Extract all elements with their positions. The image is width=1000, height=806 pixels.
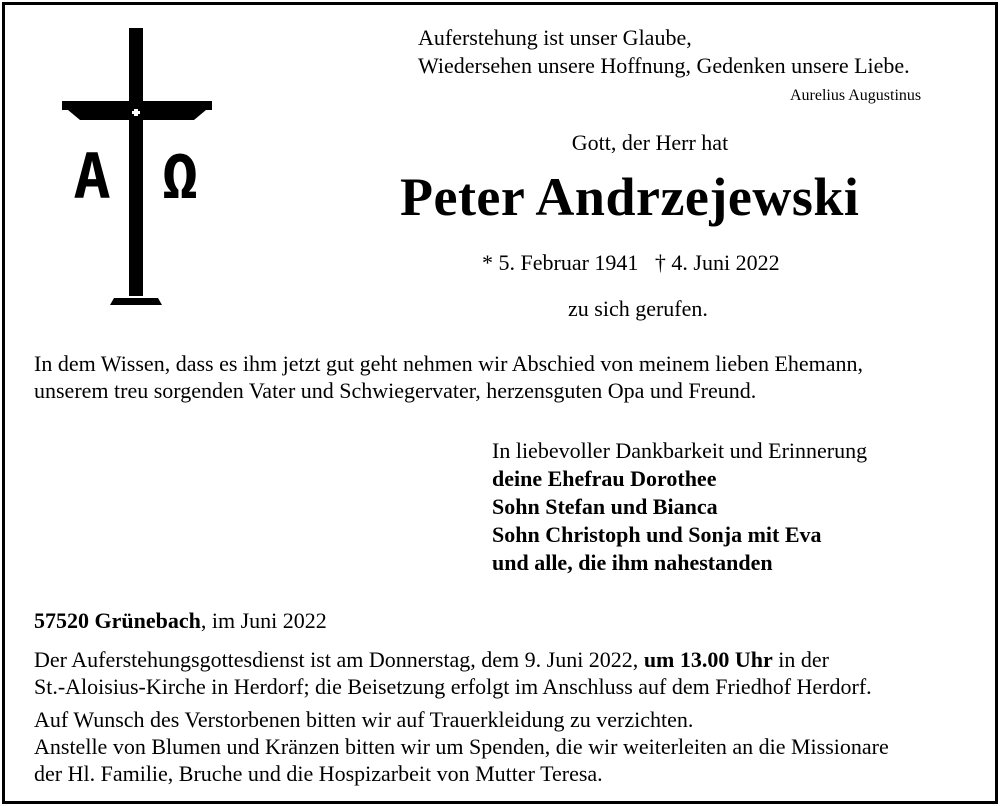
service-time: um 13.00 Uhr — [643, 647, 773, 672]
place-town: 57520 Grünebach — [34, 608, 201, 633]
called-text: zu sich gerufen. — [568, 296, 708, 321]
service-line-1-end: in der — [772, 647, 829, 672]
service-line-2: St.-Aloisius-Kirche in Herdorf; die Beisetzung erfolgt im Anschluss auf dem Friedhof Herdorf. — [34, 674, 872, 699]
quote — [418, 24, 910, 80]
service-line-1 — [34, 646, 872, 673]
family-member: und alle, die ihm nahestanden — [492, 550, 773, 575]
omega-letter: Ω — [161, 140, 199, 213]
wishes-paragraph — [34, 706, 889, 787]
family-member: Sohn Christoph und Sonja mit Eva — [492, 522, 822, 547]
wishes-line-2: Anstelle von Blumen und Kränzen bitten wir um Spenden, die wir weiterleiten an die Missionare — [34, 734, 889, 759]
intro-text: Gott, der Herr hat — [571, 130, 729, 155]
family-block — [492, 437, 867, 577]
deceased-name: Peter Andrzejewski — [400, 167, 860, 227]
service-line-1-start: Der Auferstehungsgottesdienst ist am Donnerstag, dem 9. Juni 2022, — [34, 647, 644, 672]
place-date — [34, 608, 327, 634]
life-dates: * 5. Februar 1941 † 4. Juni 2022 — [482, 250, 780, 275]
family-intro: In liebevoller Dankbarkeit und Erinnerung — [492, 438, 868, 463]
service-paragraph — [34, 646, 872, 700]
place-month: , im Juni 2022 — [200, 608, 327, 633]
quote-line-1: Auferstehung ist unser Glaube, — [418, 25, 692, 50]
quote-author: Aurelius Augustinus — [790, 87, 922, 104]
family-member: Sohn Stefan und Bianca — [492, 494, 718, 519]
wishes-line-3: der Hl. Familie, Bruche und die Hospizarbeit von Mutter Teresa. — [34, 761, 603, 786]
farewell-line-1: In dem Wissen, dass es ihm jetzt gut geht nehmen wir Abschied von meinem lieben Ehemann, — [34, 351, 864, 376]
wishes-line-1: Auf Wunsch des Verstorbenen bitten wir auf Trauerkleidung zu verzichten. — [34, 707, 694, 732]
family-member: deine Ehefrau Dorothee — [492, 466, 717, 491]
farewell-line-2: unserem treu sorgenden Vater und Schwiegervater, herzensguten Opa und Freund. — [34, 378, 757, 403]
alpha-letter: A — [73, 140, 111, 213]
quote-line-2: Wiedersehen unsere Hoffnung, Gedenken unsere Liebe. — [418, 53, 910, 78]
cross-alpha-omega-icon — [62, 28, 212, 308]
farewell-paragraph — [34, 350, 863, 404]
